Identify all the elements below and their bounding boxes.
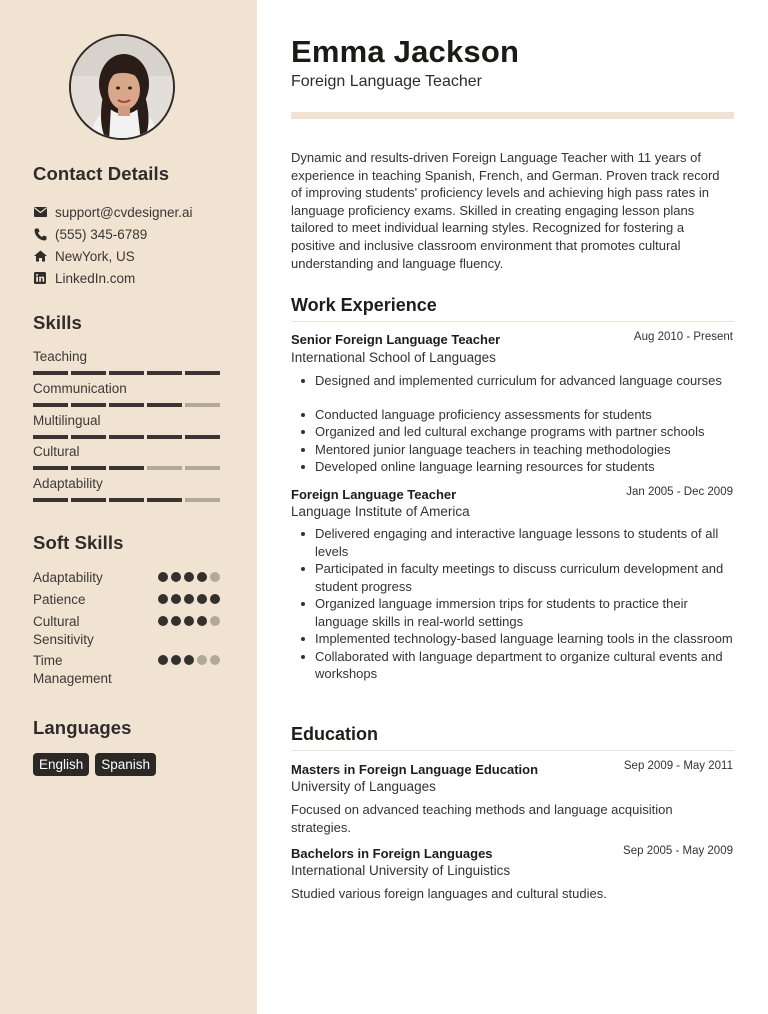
job-date: Aug 2010 - Present <box>633 331 733 343</box>
degree-description: Focused on advanced teaching methods and language acquisition strategies. <box>291 802 673 835</box>
languages-heading: Languages <box>33 717 132 738</box>
soft-skill-label: Patience <box>33 592 86 607</box>
contact-location-text: NewYork, US <box>55 248 135 264</box>
sidebar <box>0 0 257 1014</box>
contact-linkedin[interactable] <box>33 269 135 287</box>
job-bullets <box>315 372 737 476</box>
list-item: Organized language immersion trips for students to practice their language skills in real-world settings <box>315 595 737 630</box>
contact-email[interactable] <box>33 203 193 221</box>
list-item: Collaborated with language department to organize cultural events and workshops <box>315 648 737 683</box>
soft-skill-label: Cultural Sensitivity <box>33 614 94 647</box>
language-tag: Spanish <box>95 753 156 776</box>
degree-description: Studied various foreign languages and cultural studies. <box>291 886 607 901</box>
soft-skill-item <box>33 613 223 649</box>
job-bullets <box>315 525 737 683</box>
skill-label: Multilingual <box>33 413 101 428</box>
contact-location <box>33 247 135 265</box>
job-org: Language Institute of America <box>291 504 470 519</box>
soft-skills-heading: Soft Skills <box>33 532 124 553</box>
soft-skill-rating <box>158 616 220 626</box>
list-item: Participated in faculty meetings to discuss curriculum development and student progress <box>315 560 737 595</box>
summary-text: Dynamic and results-driven Foreign Language Teacher with 11 years of experience in teaching Spanish, French, and German. Proven track record of improving students' proficiency levels and achieving high pass rates in language proficiency exams. Skilled in creating engaging lesson plans tailored to meet individual learning styles. Recognized for fostering a positive and inclusive classroom environment that promotes cultural understanding and language fluency. <box>291 150 720 271</box>
skill-label: Cultural <box>33 444 80 459</box>
profile-name: Emma Jackson <box>291 34 520 69</box>
skill-item <box>33 349 223 364</box>
contact-linkedin-text: LinkedIn.com <box>55 270 136 286</box>
skill-label: Teaching <box>33 349 88 364</box>
home-icon <box>33 249 47 263</box>
skill-item <box>33 413 223 428</box>
list-item: Designed and implemented curriculum for advanced language courses <box>315 372 737 390</box>
contact-phone[interactable] <box>33 225 147 243</box>
contact-heading: Contact Details <box>33 163 170 184</box>
contact-email-text: support@cvdesigner.ai <box>55 204 193 220</box>
job-date: Jan 2005 - Dec 2009 <box>626 486 733 498</box>
degree-title: Masters in Foreign Language Education <box>291 762 539 777</box>
language-tag: English <box>33 753 89 776</box>
soft-skill-rating <box>158 594 220 604</box>
degree-date: Sep 2009 - May 2011 <box>623 760 733 772</box>
job-title: Foreign Language Teacher <box>291 487 457 502</box>
soft-skill-label: Time Management <box>33 653 112 686</box>
list-item: Delivered engaging and interactive language lessons to students of all levels <box>315 525 737 560</box>
header-divider <box>291 112 734 119</box>
skill-item <box>33 476 223 491</box>
skill-level-bar <box>33 435 220 439</box>
school-name: International University of Linguistics <box>291 863 511 878</box>
school-name: University of Languages <box>291 779 436 794</box>
job-org: International School of Languages <box>291 350 496 365</box>
soft-skill-label: Adaptability <box>33 570 103 585</box>
skill-level-bar <box>33 403 220 407</box>
degree-date: Sep 2005 - May 2009 <box>623 845 733 857</box>
job-title: Senior Foreign Language Teacher <box>291 332 501 347</box>
section-divider <box>291 750 734 751</box>
language-tags <box>33 753 156 776</box>
skill-level-bar <box>33 466 220 470</box>
degree-title: Bachelors in Foreign Languages <box>291 846 493 861</box>
list-item: Implemented technology-based language learning tools in the classroom <box>315 630 737 648</box>
phone-icon <box>33 227 47 241</box>
soft-skill-rating <box>158 655 220 665</box>
list-item: Developed online language learning resources for students <box>315 458 737 476</box>
skill-label: Adaptability <box>33 476 103 491</box>
soft-skill-item <box>33 569 223 587</box>
section-divider <box>291 321 734 322</box>
avatar <box>69 34 175 140</box>
linkedin-icon <box>33 271 47 285</box>
soft-skill-rating <box>158 572 220 582</box>
list-item: Organized and led cultural exchange programs with partner schools <box>315 423 737 441</box>
skill-item <box>33 381 223 396</box>
list-item: Mentored junior language teachers in teaching methodologies <box>315 441 737 459</box>
envelope-icon <box>33 205 47 219</box>
skill-item <box>33 444 223 459</box>
skill-level-bar <box>33 371 220 375</box>
contact-phone-text: (555) 345-6789 <box>55 226 148 242</box>
soft-skill-item <box>33 591 223 609</box>
profile-title: Foreign Language Teacher <box>291 73 482 90</box>
work-heading: Work Experience <box>291 295 437 315</box>
education-heading: Education <box>291 724 379 744</box>
soft-skill-item <box>33 652 223 688</box>
profile-photo <box>71 36 175 140</box>
skills-heading: Skills <box>33 312 82 333</box>
skill-label: Communication <box>33 381 127 396</box>
list-item: Conducted language proficiency assessments for students <box>315 406 737 424</box>
skill-level-bar <box>33 498 220 502</box>
